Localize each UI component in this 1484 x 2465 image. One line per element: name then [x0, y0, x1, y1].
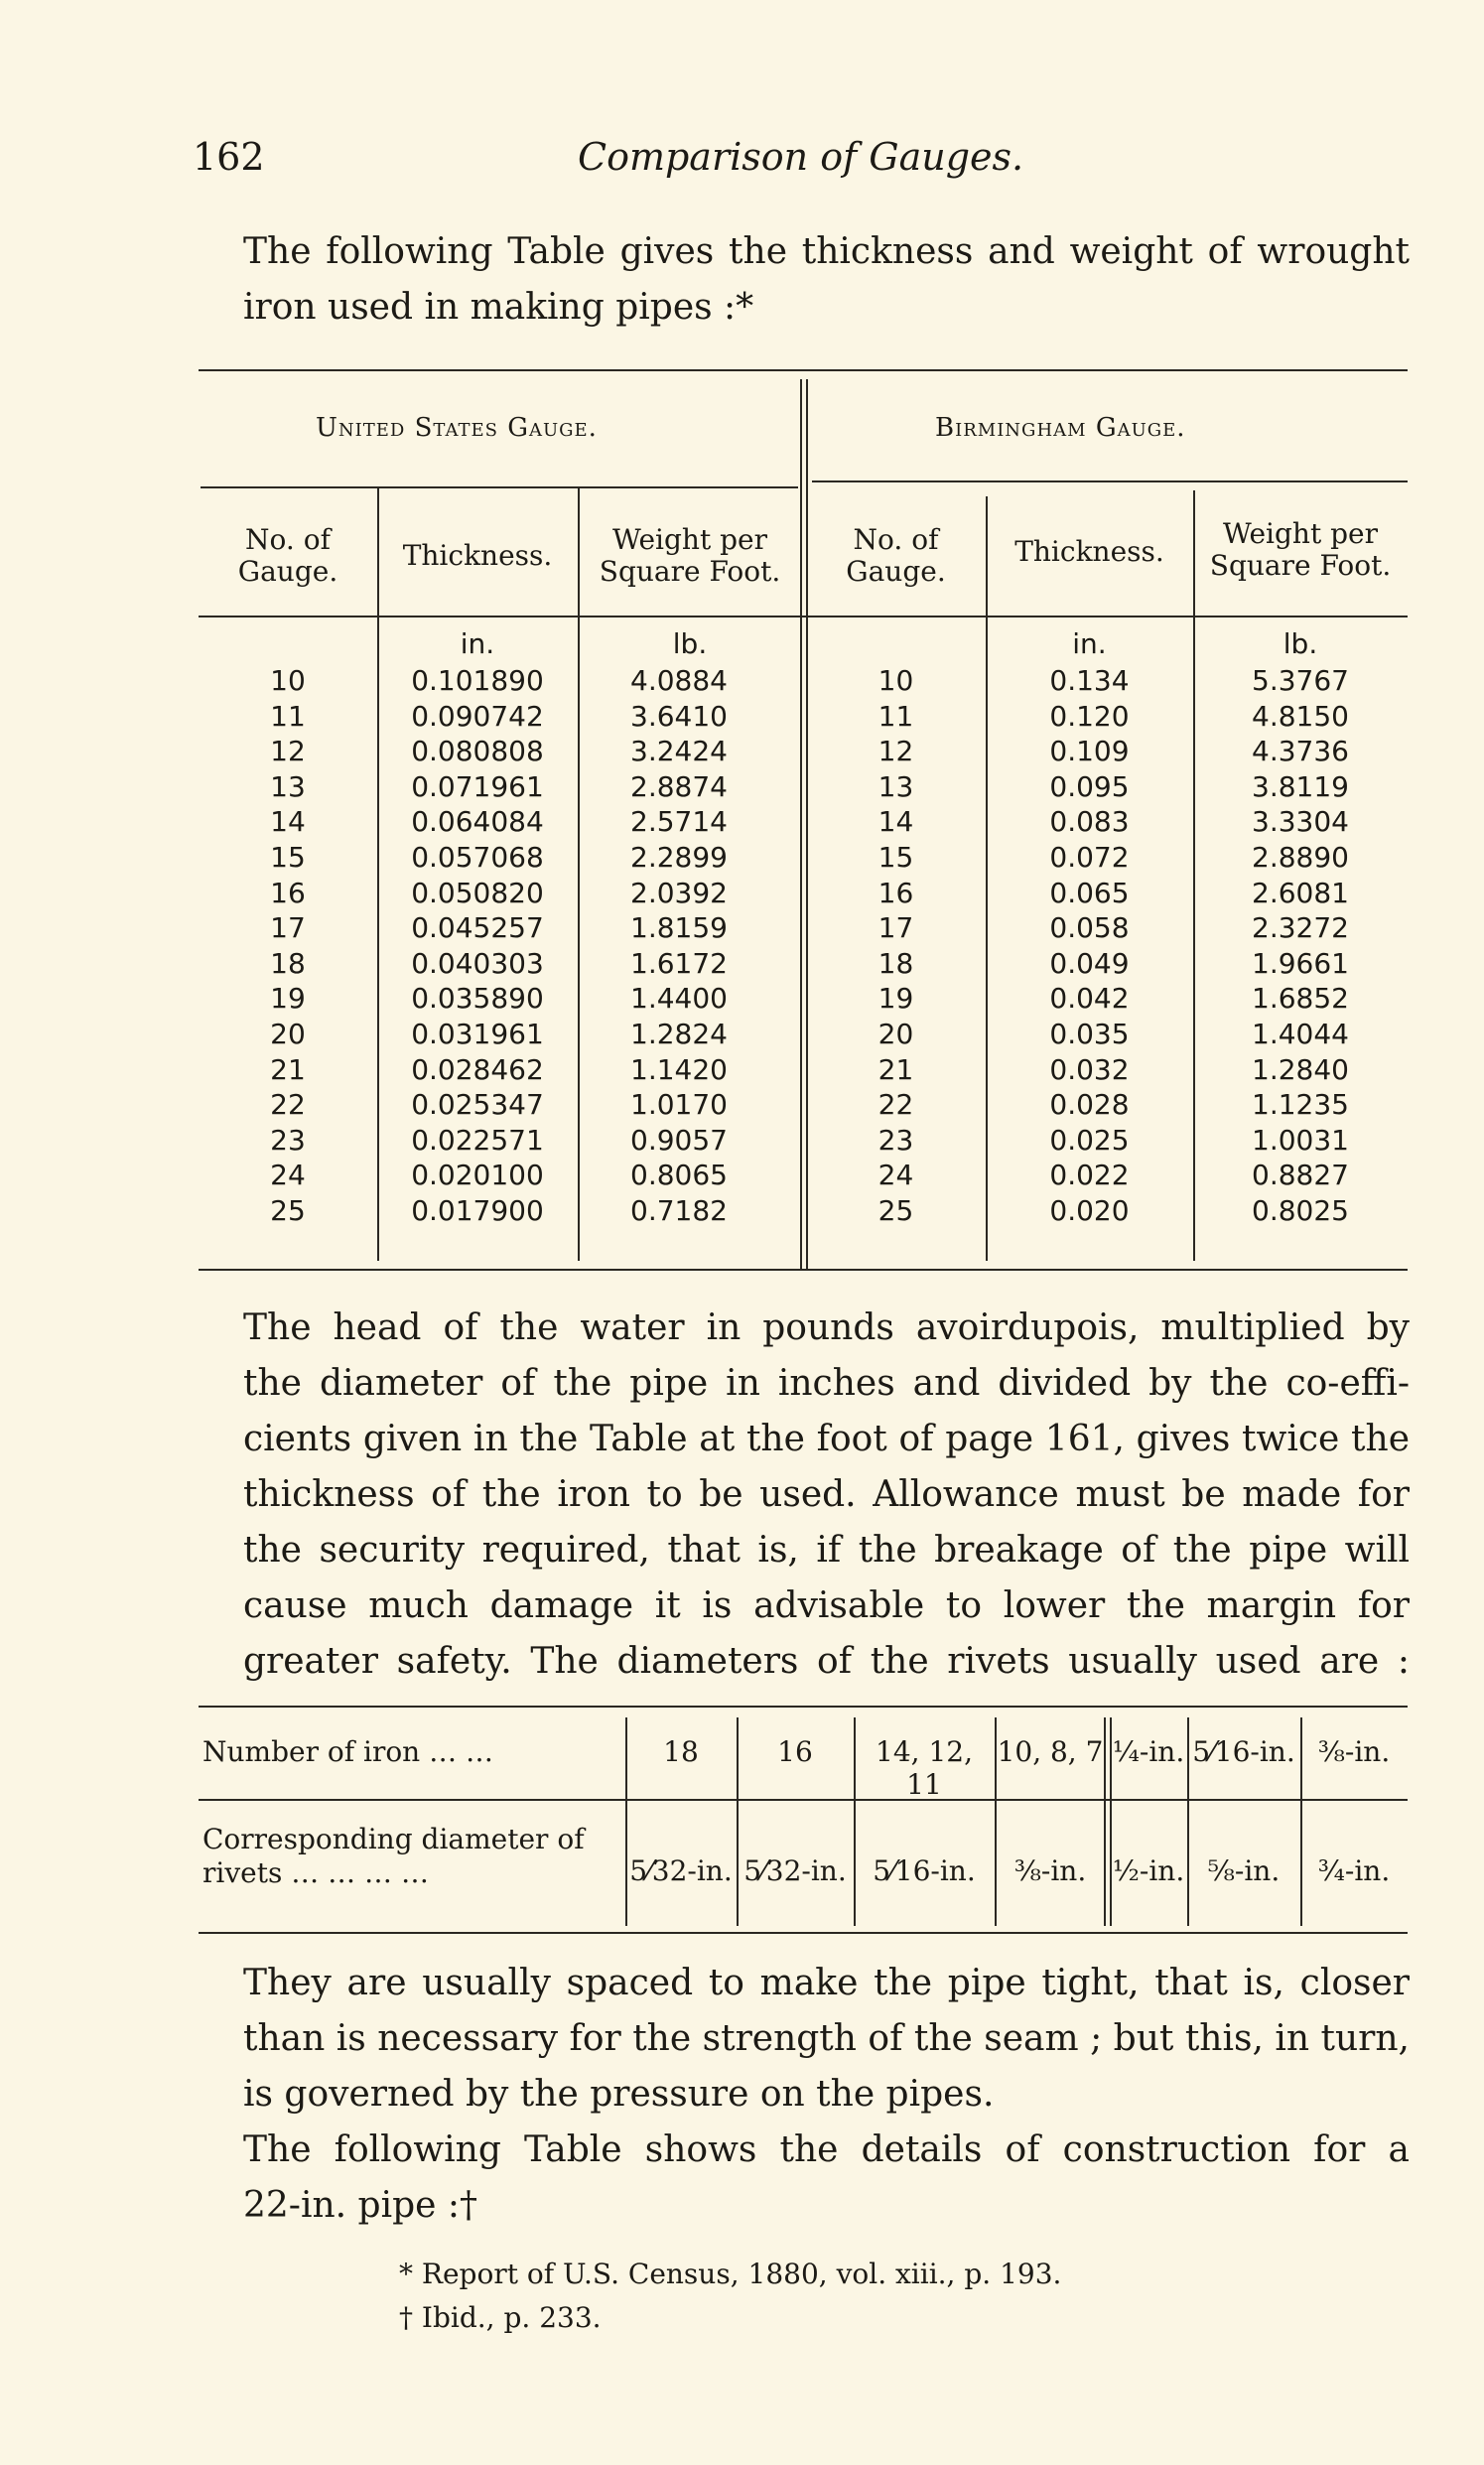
us-gauge-number: 16 [270, 876, 306, 909]
bg-weight-column [1193, 663, 1408, 1229]
table-top-rule [199, 369, 1408, 371]
table-bottom-rule [199, 1269, 1408, 1271]
us-gauge-number: 11 [270, 699, 306, 733]
us-weight-value: 1.1420 [630, 1052, 728, 1086]
us-thickness-value: 0.045257 [411, 911, 544, 945]
bg-weight-value: 1.9661 [1252, 946, 1349, 980]
bg-thickness-value: 0.072 [1049, 840, 1130, 874]
bg-thickness-value: 0.032 [1049, 1052, 1130, 1086]
us-thickness-value: 0.071961 [411, 769, 544, 803]
bg-group-rule [812, 480, 1408, 482]
bg-col-weight: Weight per Square Foot. [1209, 517, 1392, 582]
us-gauge-number: 13 [270, 769, 306, 803]
closing-line: is governed by the pressure on the pipes. [243, 2074, 995, 2115]
bg-weight-unit: lb. [1282, 627, 1318, 660]
bg-gauge-number: 19 [877, 982, 914, 1016]
iron-number: ⅜-in. [1317, 1735, 1391, 1768]
us-weight-unit: lb. [672, 627, 708, 660]
rivet-diameter: 5⁄32-in. [629, 1854, 733, 1887]
us-col-thickness: Thickness. [402, 539, 553, 572]
us-gauge-number: 22 [270, 1088, 306, 1122]
us-gauge-number: 23 [270, 1123, 306, 1157]
bg-weight-value: 3.3304 [1252, 805, 1349, 839]
rivet-diameter: ¾-in. [1317, 1854, 1391, 1887]
us-weight-value: 1.6172 [630, 946, 728, 980]
bg-weight-value: 4.3736 [1252, 735, 1349, 768]
iron-number: 18 [663, 1735, 699, 1768]
us-gauge-number: 20 [270, 1017, 306, 1050]
rivet-table [199, 1706, 1408, 1934]
us-weight-value: 2.8874 [630, 769, 728, 803]
body-line: greater safety. The diameters of the rivets usually used are : [243, 1641, 1410, 1682]
bg-thickness-value: 0.020 [1049, 1193, 1130, 1227]
iron-number: 16 [777, 1735, 813, 1768]
bg-gauge-number: 18 [877, 946, 914, 980]
us-gauge-number: 15 [270, 840, 306, 874]
intro-paragraph [203, 224, 1410, 336]
us-weight-value: 1.8159 [630, 911, 728, 945]
us-weight-value: 3.6410 [630, 699, 728, 733]
footnote: † Ibid., p. 233. [399, 2301, 602, 2334]
closing-line: The following Table shows the details of construction for a [243, 2129, 1410, 2170]
footnote: * Report of U.S. Census, 1880, vol. xiii., p. 193. [399, 2258, 1062, 2290]
us-thickness-unit: in. [460, 627, 495, 660]
header-bottom-rule [199, 616, 1408, 617]
birmingham-gauge-heading: Birmingham Gauge. [935, 413, 1186, 443]
bg-thickness-value: 0.025 [1049, 1123, 1130, 1157]
us-weight-value: 1.4400 [630, 982, 728, 1016]
bg-thickness-value: 0.028 [1049, 1088, 1130, 1122]
rivet-diameter: ⅜-in. [1013, 1854, 1087, 1887]
bg-weight-value: 5.3767 [1252, 664, 1349, 697]
bg-gauge-number: 24 [877, 1159, 914, 1192]
us-weight-value: 2.5714 [630, 805, 728, 839]
bg-thickness-value: 0.134 [1049, 664, 1130, 697]
intro-line: The following Table gives the thickness and weight of wrought [243, 231, 1410, 272]
bg-gauge-number: 10 [877, 664, 914, 697]
us-weight-value: 4.0884 [630, 664, 728, 697]
rivet-diameter: 5⁄16-in. [873, 1854, 976, 1887]
bg-gauge-number: 12 [877, 735, 914, 768]
bg-weight-value: 1.1235 [1252, 1088, 1349, 1122]
closing-line: than is necessary for the strength of the seam ; but this, in turn, [243, 2018, 1410, 2059]
bg-weight-value: 0.8827 [1252, 1159, 1349, 1192]
bg-weight-value: 2.8890 [1252, 840, 1349, 874]
bg-weight-value: 1.4044 [1252, 1017, 1349, 1050]
bg-thickness-value: 0.109 [1049, 735, 1130, 768]
bg-gauge-number: 20 [877, 1017, 914, 1050]
iron-number: 5⁄16-in. [1192, 1735, 1295, 1768]
iron-number: 14, 12, 11 [876, 1735, 973, 1801]
closing-line: They are usually spaced to make the pipe tight, that is, closer [243, 1963, 1410, 2003]
rivet-top-rule [199, 1706, 1408, 1708]
bg-thickness-value: 0.083 [1049, 805, 1130, 839]
us-col-gauge-no: No. of Gauge. [237, 523, 338, 588]
rivet-row1-label: Number of iron … … [202, 1735, 494, 1768]
bg-weight-value: 4.8150 [1252, 699, 1349, 733]
intro-line: iron used in making pipes :* [243, 287, 754, 328]
body-line: cause much damage it is advisable to lower the margin for [243, 1585, 1410, 1626]
bg-gauge-number: 22 [877, 1088, 914, 1122]
us-weight-value: 2.0392 [630, 876, 728, 909]
us-gauge-number: 21 [270, 1052, 306, 1086]
bg-gauge-number: 17 [877, 911, 914, 945]
page-number: 162 [193, 135, 265, 179]
rivet-diameter: ⅝-in. [1207, 1854, 1281, 1887]
us-weight-value: 1.0170 [630, 1088, 728, 1122]
bg-gauge-number: 15 [877, 840, 914, 874]
iron-number: 10, 8, 7 [997, 1735, 1104, 1768]
us-gauge-heading: United States Gauge. [316, 413, 598, 443]
us-gauge-number: 25 [270, 1193, 306, 1227]
us-weight-value: 0.7182 [630, 1193, 728, 1227]
bg-gauge-number: 23 [877, 1123, 914, 1157]
us-gauge-number: 17 [270, 911, 306, 945]
us-thickness-value: 0.080808 [411, 735, 544, 768]
bg-gauge-number: 13 [877, 769, 914, 803]
bg-thickness-unit: in. [1072, 627, 1107, 660]
us-thickness-value: 0.035890 [411, 982, 544, 1016]
us-weight-value: 3.2424 [630, 735, 728, 768]
us-thickness-value: 0.090742 [411, 699, 544, 733]
us-thickness-column [377, 663, 578, 1229]
us-thickness-value: 0.050820 [411, 876, 544, 909]
bg-col-gauge-no: No. of Gauge. [846, 523, 946, 588]
us-weight-value: 0.8065 [630, 1159, 728, 1192]
us-thickness-value: 0.057068 [411, 840, 544, 874]
body-line: thickness of the iron to be used. Allowance must be made for [243, 1474, 1410, 1515]
center-divider [800, 379, 802, 1269]
bg-thickness-value: 0.058 [1049, 911, 1130, 945]
us-col-weight: Weight per Square Foot. [599, 523, 781, 588]
bg-thickness-column [986, 663, 1193, 1229]
us-thickness-value: 0.064084 [411, 805, 544, 839]
us-weight-value: 2.2899 [630, 840, 728, 874]
rivet-mid-rule [199, 1799, 1408, 1801]
bg-weight-value: 1.0031 [1252, 1123, 1349, 1157]
us-thickness-value: 0.028462 [411, 1052, 544, 1086]
bg-thickness-value: 0.120 [1049, 699, 1130, 733]
rivet-bottom-rule [199, 1932, 1408, 1934]
us-gauge-number: 19 [270, 982, 306, 1016]
bg-weight-value: 2.6081 [1252, 876, 1349, 909]
bg-gauge-number: 14 [877, 805, 914, 839]
us-gauge-number: 24 [270, 1159, 306, 1192]
us-gauge-number: 18 [270, 946, 306, 980]
running-title: Comparison of Gauges. [578, 135, 1024, 179]
closing-paragraph [203, 1956, 1410, 2123]
body-line: the security required, that is, if the breakage of the pipe will [243, 1530, 1410, 1571]
us-thickness-value: 0.031961 [411, 1017, 544, 1050]
bg-thickness-value: 0.049 [1049, 946, 1130, 980]
body-line: cients given in the Table at the foot of page 161, gives twice the [243, 1419, 1410, 1459]
us-thickness-value: 0.101890 [411, 664, 544, 697]
bg-weight-value: 1.2840 [1252, 1052, 1349, 1086]
body-line: the diameter of the pipe in inches and divided by the co-effi- [243, 1363, 1410, 1404]
rivet-row2-label: Corresponding diameter of [202, 1823, 585, 1855]
rivet-diameter: 5⁄32-in. [743, 1854, 847, 1887]
bg-thickness-value: 0.095 [1049, 769, 1130, 803]
us-thickness-value: 0.017900 [411, 1193, 544, 1227]
us-gauge-number: 12 [270, 735, 306, 768]
us-thickness-value: 0.020100 [411, 1159, 544, 1192]
us-group-rule [201, 486, 798, 488]
bg-gauge-number: 16 [877, 876, 914, 909]
iron-number: ¼-in. [1112, 1735, 1185, 1768]
closing-paragraph-2 [203, 2123, 1410, 2234]
us-gauge-number: 14 [270, 805, 306, 839]
bg-weight-value: 3.8119 [1252, 769, 1349, 803]
us-gauge-number: 10 [270, 664, 306, 697]
bg-weight-value: 2.3272 [1252, 911, 1349, 945]
body-paragraph [203, 1301, 1410, 1690]
us-weight-column [580, 663, 778, 1229]
bg-weight-value: 1.6852 [1252, 982, 1349, 1016]
bg-gauge-number: 11 [877, 699, 914, 733]
bg-gauge-column [806, 663, 986, 1229]
us-gauge-column [199, 663, 377, 1229]
us-thickness-value: 0.040303 [411, 946, 544, 980]
us-thickness-value: 0.022571 [411, 1123, 544, 1157]
bg-thickness-value: 0.022 [1049, 1159, 1130, 1192]
bg-thickness-value: 0.035 [1049, 1017, 1130, 1050]
us-weight-value: 1.2824 [630, 1017, 728, 1050]
bg-col-thickness: Thickness. [1014, 535, 1164, 568]
bg-weight-value: 0.8025 [1252, 1193, 1349, 1227]
body-line: The head of the water in pounds avoirdupois, multiplied by [243, 1307, 1410, 1348]
bg-thickness-value: 0.065 [1049, 876, 1130, 909]
bg-gauge-number: 25 [877, 1193, 914, 1227]
us-weight-value: 0.9057 [630, 1123, 728, 1157]
rivet-diameter: ½-in. [1112, 1854, 1185, 1887]
closing-line: 22-in. pipe :† [243, 2185, 478, 2226]
us-thickness-value: 0.025347 [411, 1088, 544, 1122]
bg-thickness-value: 0.042 [1049, 982, 1130, 1016]
bg-gauge-number: 21 [877, 1052, 914, 1086]
rivet-row2-label: rivets … … … … [202, 1856, 429, 1889]
